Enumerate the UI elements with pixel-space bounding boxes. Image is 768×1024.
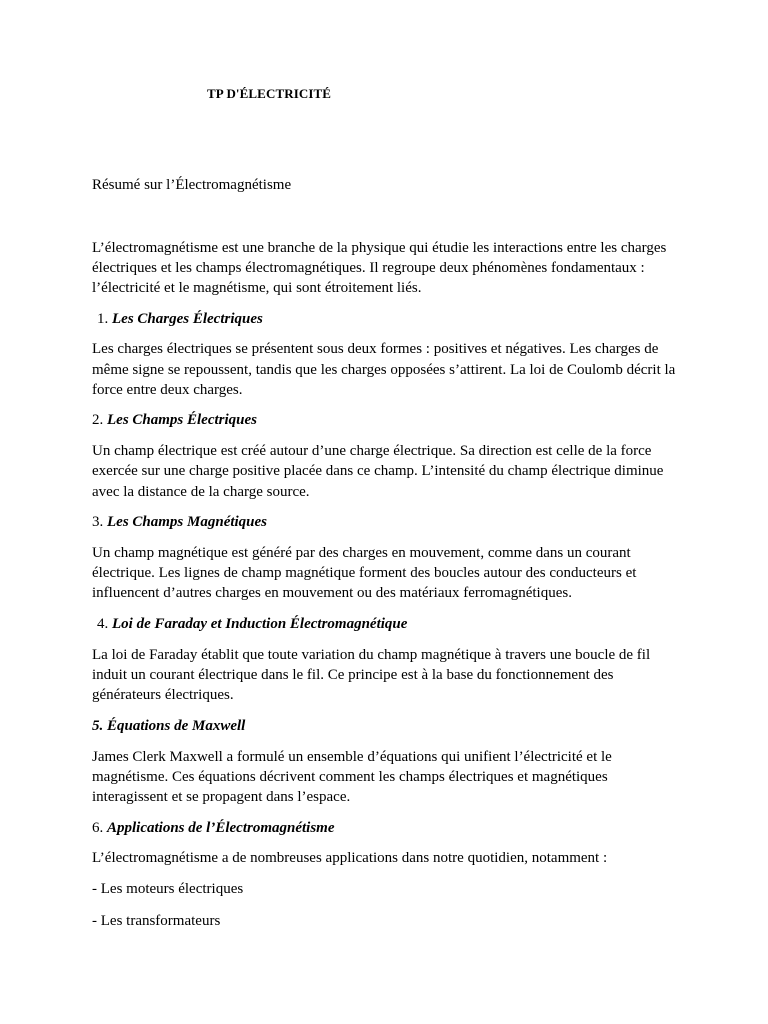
section-text-4: La loi de Faraday établit que toute variation du champ magnétique à travers une boucle de fil induit un courant électrique dans le fil. Ce principe est à la base du fonctionnement des générateurs électriques. xyxy=(92,646,651,704)
section-title: Les Charges Électriques xyxy=(112,310,263,327)
section-title: Les Champs Magnétiques xyxy=(107,514,268,531)
section-number: 4. xyxy=(97,616,109,633)
section-number: 1. xyxy=(97,310,109,327)
list-item: - Les transformateurs xyxy=(92,912,221,929)
section-number: 6. xyxy=(92,819,104,836)
section-heading-1 xyxy=(92,309,682,329)
document-body xyxy=(92,238,682,942)
section-text-1: Les charges électriques se présentent sous deux formes : positives et négatives. Les charges de même signe se repoussent, tandis que les charges opposées s’attirent. La loi de Coulomb décrit la force entre deux charges. xyxy=(92,341,676,398)
section-heading-3 xyxy=(92,512,682,532)
section-heading-6 xyxy=(92,818,682,838)
document-subtitle: Résumé sur l’Électromagnétisme xyxy=(92,177,292,193)
section-heading-4 xyxy=(92,614,682,634)
section-heading-5 xyxy=(92,716,682,736)
section-number: 5. xyxy=(92,717,104,734)
section-number: 3. xyxy=(92,514,104,531)
section-title: Applications de l’Électromagnétisme xyxy=(107,819,335,836)
section-text-3: Un champ magnétique est généré par des charges en mouvement, comme dans un courant électrique. Les lignes de champ magnétique forment des boucles autour des conducteurs et influencent d’autres charges en mouvement ou des matériaux ferromagnétiques. xyxy=(92,544,637,602)
intro-paragraph: L’électromagnétisme est une branche de la physique qui étudie les interactions entre les charges électriques et les champs électromagnétiques. Il regroupe deux phénomènes fondamentaux : l’électricité et le magnétisme, qui sont étroitement liés. xyxy=(92,240,667,297)
section-title: Les Champs Électriques xyxy=(107,412,258,429)
section-title: Loi de Faraday et Induction Électromagnétique xyxy=(112,616,408,633)
section-text-2: Un champ électrique est créé autour d’une charge électrique. Sa direction est celle de la force exercée sur une charge positive placée dans ce champ. L’intensité du champ électrique diminue avec la distance de la charge source. xyxy=(92,443,664,500)
document-title: TP D'ÉLECTRICITÉ xyxy=(207,86,332,101)
section-number: 2. xyxy=(92,412,104,429)
section-heading-2 xyxy=(92,410,682,430)
section-text-5: James Clerk Maxwell a formulé un ensemble d’équations qui unifient l’électricité et le magnétisme. Ces équations décrivent comment les champs électriques et magnétiques interagissent et se propagent dans l’espace. xyxy=(92,748,612,805)
section-text-6: L’électromagnétisme a de nombreuses applications dans notre quotidien, notamment : xyxy=(92,850,608,867)
section-title: Équations de Maxwell xyxy=(107,717,246,734)
list-item: - Les moteurs électriques xyxy=(92,881,244,898)
